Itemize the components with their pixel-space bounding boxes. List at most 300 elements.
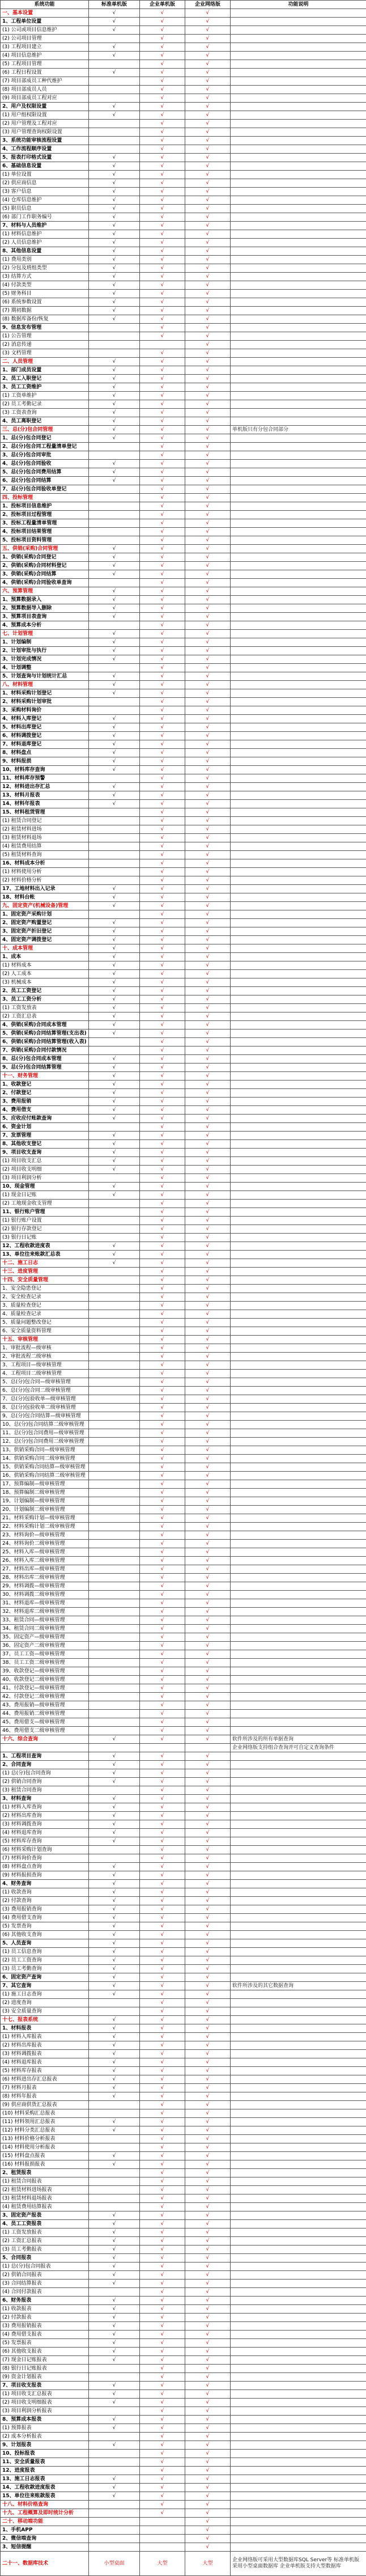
table-row bbox=[1, 298, 366, 307]
standard-support-mark bbox=[89, 1744, 140, 1752]
function-note bbox=[231, 1327, 366, 1336]
function-name: 45、费用借支—级审核管理 bbox=[1, 1718, 89, 1727]
enterprise-single-support-mark: √ bbox=[140, 1336, 185, 1344]
function-name: 十二、施工日志 bbox=[1, 1259, 89, 1268]
function-name: (2) 租赁材料进场报表 bbox=[1, 2186, 89, 2194]
function-note bbox=[231, 1429, 366, 1438]
table-row bbox=[1, 1149, 366, 1157]
enterprise-single-support-mark: √ bbox=[140, 1166, 185, 1174]
table-row bbox=[1, 2450, 366, 2458]
enterprise-network-support-mark: √ bbox=[185, 1752, 231, 1761]
function-note bbox=[231, 1769, 366, 1778]
function-name: 39、收款登记—级审核管理 bbox=[1, 1667, 89, 1676]
standard-support-mark: √ bbox=[89, 613, 140, 621]
function-name: 27、材料出库—级审核管理 bbox=[1, 1565, 89, 1574]
standard-support-mark: √ bbox=[89, 2254, 140, 2263]
function-name: 8、其他信息设置 bbox=[1, 247, 89, 256]
function-name: (3) 租赁材料退场 bbox=[1, 834, 89, 842]
function-note bbox=[231, 1718, 366, 1727]
enterprise-network-support-mark: √ bbox=[185, 477, 231, 485]
function-name: 1、安全隐患登记 bbox=[1, 1285, 89, 1293]
enterprise-single-support-mark: √ bbox=[140, 2373, 185, 2382]
enterprise-network-support-mark: √ bbox=[185, 1956, 231, 1965]
standard-support-mark: √ bbox=[89, 919, 140, 927]
enterprise-single-support-mark: √ bbox=[140, 1582, 185, 1591]
standard-support-mark bbox=[89, 1438, 140, 1446]
enterprise-network-support-mark: √ bbox=[185, 145, 231, 154]
function-name: (3) 客户信息 bbox=[1, 188, 89, 196]
table-row bbox=[1, 1854, 366, 1863]
table-row bbox=[1, 18, 366, 26]
table-row bbox=[1, 2101, 366, 2109]
table-row bbox=[1, 1506, 366, 1514]
table-row bbox=[1, 103, 366, 111]
function-note bbox=[231, 1854, 366, 1863]
enterprise-network-support-mark: √ bbox=[185, 1914, 231, 1922]
enterprise-network-support-mark: √ bbox=[185, 715, 231, 723]
standard-support-mark bbox=[89, 774, 140, 783]
enterprise-single-support-mark: √ bbox=[140, 2024, 185, 2033]
enterprise-network-support-mark: √ bbox=[185, 1259, 231, 1268]
enterprise-network-support-mark: √ bbox=[185, 893, 231, 902]
table-row bbox=[1, 842, 366, 851]
function-note bbox=[231, 664, 366, 672]
function-name: (5) 材料库存查询 bbox=[1, 1837, 89, 1846]
function-note bbox=[231, 995, 366, 1004]
table-row bbox=[1, 1302, 366, 1310]
function-name: 3、预算项目表查询 bbox=[1, 613, 89, 621]
enterprise-network-support-mark: √ bbox=[185, 2101, 231, 2109]
enterprise-network-support-mark: √ bbox=[185, 689, 231, 698]
function-name: 15、单位往来账款报表 bbox=[1, 2492, 89, 2501]
function-name: (3) 用户管理查询权限设置 bbox=[1, 128, 89, 137]
table-row bbox=[1, 2118, 366, 2126]
standard-support-mark: √ bbox=[89, 1931, 140, 1939]
table-row bbox=[1, 2339, 366, 2348]
standard-support-mark: √ bbox=[89, 630, 140, 638]
enterprise-single-support-mark: √ bbox=[140, 519, 185, 528]
function-note bbox=[231, 1344, 366, 1353]
enterprise-network-support-mark: √ bbox=[185, 2186, 231, 2194]
standard-support-mark: √ bbox=[89, 1735, 140, 1744]
enterprise-network-support-mark: √ bbox=[185, 1395, 231, 1404]
enterprise-single-support-mark: √ bbox=[140, 69, 185, 77]
enterprise-network-support-mark: √ bbox=[185, 570, 231, 579]
standard-support-mark bbox=[89, 842, 140, 851]
enterprise-single-support-mark: √ bbox=[140, 1990, 185, 1999]
enterprise-network-support-mark: √ bbox=[185, 783, 231, 791]
col-enterprise-network-header: 企业网络版 bbox=[185, 1, 231, 9]
function-name: (4) 项目信息维护 bbox=[1, 52, 89, 60]
enterprise-single-support-mark: √ bbox=[140, 358, 185, 366]
enterprise-single-support-mark: √ bbox=[140, 1089, 185, 1098]
standard-support-mark: √ bbox=[89, 154, 140, 162]
enterprise-network-support-mark: √ bbox=[185, 392, 231, 400]
standard-support-mark bbox=[89, 1718, 140, 1727]
function-note bbox=[231, 1285, 366, 1293]
table-row bbox=[1, 562, 366, 570]
standard-support-mark bbox=[89, 579, 140, 587]
table-row bbox=[1, 2245, 366, 2254]
table-row bbox=[1, 264, 366, 273]
enterprise-network-support-mark: √ bbox=[185, 1404, 231, 1412]
table-row bbox=[1, 502, 366, 511]
enterprise-single-support-mark: √ bbox=[140, 1412, 185, 1421]
function-name: 40、收款登记二级审核管理 bbox=[1, 1676, 89, 1684]
function-name: 14、材料年报表 bbox=[1, 800, 89, 808]
enterprise-single-support-mark: √ bbox=[140, 511, 185, 519]
function-name: 8、其他收支登记 bbox=[1, 1140, 89, 1149]
enterprise-single-support-mark: √ bbox=[140, 2220, 185, 2228]
standard-support-mark bbox=[89, 1650, 140, 1659]
standard-support-mark bbox=[89, 494, 140, 502]
enterprise-single-support-mark: √ bbox=[140, 2382, 185, 2390]
table-row bbox=[1, 2041, 366, 2050]
function-note bbox=[231, 1446, 366, 1455]
enterprise-single-support-mark: √ bbox=[140, 2407, 185, 2416]
table-row bbox=[1, 1140, 366, 1149]
standard-support-mark: √ bbox=[89, 179, 140, 188]
col-enterprise-single-header: 企业单机版 bbox=[140, 1, 185, 9]
enterprise-network-support-mark: √ bbox=[185, 196, 231, 205]
function-note bbox=[231, 893, 366, 902]
function-note bbox=[231, 230, 366, 239]
standard-support-mark bbox=[89, 2407, 140, 2416]
table-row bbox=[1, 366, 366, 375]
function-name: (2) 供销合同查询 bbox=[1, 1778, 89, 1786]
table-row bbox=[1, 1727, 366, 1735]
enterprise-network-support-mark: √ bbox=[185, 2382, 231, 2390]
standard-support-mark: √ bbox=[89, 2228, 140, 2237]
function-note bbox=[231, 400, 366, 409]
enterprise-single-support-mark: √ bbox=[140, 681, 185, 689]
table-row bbox=[1, 213, 366, 222]
enterprise-network-support-mark: √ bbox=[185, 1803, 231, 1812]
standard-support-mark bbox=[89, 817, 140, 825]
standard-support-mark bbox=[89, 2518, 140, 2526]
enterprise-network-support-mark: √ bbox=[185, 502, 231, 511]
function-name: (5) 发票报表 bbox=[1, 2339, 89, 2348]
function-name: 6、总(分)包合同结算 bbox=[1, 477, 89, 485]
table-row bbox=[1, 817, 366, 825]
enterprise-network-support-mark: √ bbox=[185, 808, 231, 817]
function-note bbox=[231, 1387, 366, 1395]
function-note bbox=[231, 1225, 366, 1234]
function-name: (3) 费用报销报表 bbox=[1, 2322, 89, 2331]
table-row bbox=[1, 868, 366, 876]
function-name: (6) 材料进出存汇总报表 bbox=[1, 2075, 89, 2084]
enterprise-network-support-mark: √ bbox=[185, 1055, 231, 1064]
table-row bbox=[1, 808, 366, 817]
function-name: (8) 数据库备份/恢复 bbox=[1, 315, 89, 324]
standard-support-mark: √ bbox=[89, 2475, 140, 2484]
table-row bbox=[1, 2382, 366, 2390]
enterprise-network-support-mark: √ bbox=[185, 2024, 231, 2033]
function-note bbox=[231, 2501, 366, 2509]
enterprise-single-support-mark: √ bbox=[140, 2348, 185, 2356]
function-name: (2) 成本分析报表 bbox=[1, 2433, 89, 2441]
function-name: 26、材料入库二级审核管理 bbox=[1, 1557, 89, 1565]
standard-support-mark: √ bbox=[89, 749, 140, 757]
enterprise-network-support-mark: √ bbox=[185, 1489, 231, 1497]
standard-support-mark: √ bbox=[89, 1021, 140, 1029]
enterprise-network-support-mark: √ bbox=[185, 375, 231, 383]
table-row bbox=[1, 1803, 366, 1812]
function-name bbox=[1, 1744, 89, 1752]
enterprise-single-support-mark: √ bbox=[140, 1149, 185, 1157]
table-row bbox=[1, 2348, 366, 2356]
function-name: 5、投标项目资料管理 bbox=[1, 536, 89, 545]
function-note bbox=[231, 621, 366, 630]
function-note bbox=[231, 366, 366, 375]
function-note bbox=[231, 2348, 366, 2356]
function-note bbox=[231, 2356, 366, 2365]
function-note bbox=[231, 256, 366, 264]
function-name: 11、材料库存预警 bbox=[1, 774, 89, 783]
function-name: 15、材料租赁管理 bbox=[1, 808, 89, 817]
table-row bbox=[1, 1344, 366, 1353]
function-name: (6) 部门工作职务编号 bbox=[1, 213, 89, 222]
standard-support-mark bbox=[89, 341, 140, 349]
enterprise-single-support-mark: √ bbox=[140, 1217, 185, 1225]
table-row bbox=[1, 1191, 366, 1200]
function-name: (2) 项目收支明细报表 bbox=[1, 2399, 89, 2407]
standard-support-mark: √ bbox=[89, 2058, 140, 2067]
enterprise-network-support-mark: √ bbox=[185, 35, 231, 43]
function-note bbox=[231, 341, 366, 349]
enterprise-network-support-mark: √ bbox=[185, 1846, 231, 1854]
enterprise-network-support-mark: √ bbox=[185, 2543, 231, 2552]
standard-support-mark: √ bbox=[89, 1183, 140, 1191]
enterprise-single-support-mark: √ bbox=[140, 1012, 185, 1021]
enterprise-network-support-mark: √ bbox=[185, 2348, 231, 2356]
function-note bbox=[231, 1106, 366, 1115]
function-name: 4、质量检查记录 bbox=[1, 1310, 89, 1319]
standard-support-mark: √ bbox=[89, 1973, 140, 1982]
function-name: (8) 材料盘点查询 bbox=[1, 1863, 89, 1871]
enterprise-network-support-mark: √ bbox=[185, 111, 231, 120]
function-name: (2) 人工成本 bbox=[1, 970, 89, 978]
enterprise-single-support-mark: √ bbox=[140, 1786, 185, 1795]
function-note bbox=[231, 1599, 366, 1608]
table-row bbox=[1, 2169, 366, 2177]
standard-support-mark: √ bbox=[89, 1880, 140, 1888]
enterprise-network-support-mark: √ bbox=[185, 1098, 231, 1106]
function-note bbox=[231, 1846, 366, 1854]
table-row bbox=[1, 2288, 366, 2297]
table-row bbox=[1, 1582, 366, 1591]
table-row bbox=[1, 1735, 366, 1744]
standard-support-mark bbox=[89, 1234, 140, 1242]
enterprise-network-support-mark: √ bbox=[185, 2254, 231, 2263]
function-note bbox=[231, 298, 366, 307]
enterprise-single-support-mark: √ bbox=[140, 2067, 185, 2075]
enterprise-single-support-mark: √ bbox=[140, 154, 185, 162]
enterprise-network-support-mark: √ bbox=[185, 281, 231, 290]
standard-support-mark: √ bbox=[89, 2484, 140, 2492]
enterprise-single-support-mark: √ bbox=[140, 171, 185, 179]
enterprise-network-support-mark: √ bbox=[185, 2194, 231, 2203]
enterprise-single-support-mark: √ bbox=[140, 1667, 185, 1676]
function-name: 三、总(分)包合同管理 bbox=[1, 426, 89, 434]
function-name: 4、工作流程顺序设置 bbox=[1, 145, 89, 154]
function-name: (2) 用户管理及工程对应 bbox=[1, 120, 89, 128]
function-name: 16、供销采购合同结算二级审核管理 bbox=[1, 1472, 89, 1480]
function-name: 十一、财务管理 bbox=[1, 1072, 89, 1081]
function-note bbox=[231, 732, 366, 740]
table-row bbox=[1, 162, 366, 171]
function-note bbox=[231, 1667, 366, 1676]
table-row bbox=[1, 1455, 366, 1463]
function-note bbox=[231, 1149, 366, 1157]
function-name: (4) 合同付款报表 bbox=[1, 2288, 89, 2297]
standard-support-mark bbox=[89, 1497, 140, 1506]
function-note bbox=[231, 2271, 366, 2280]
function-note bbox=[231, 86, 366, 94]
function-note bbox=[231, 1472, 366, 1480]
enterprise-network-support-mark: √ bbox=[185, 1004, 231, 1012]
table-row bbox=[1, 2194, 366, 2203]
enterprise-network-support-mark: √ bbox=[185, 698, 231, 706]
function-note bbox=[231, 2033, 366, 2041]
enterprise-single-support-mark: √ bbox=[140, 1659, 185, 1667]
standard-support-mark: √ bbox=[89, 298, 140, 307]
table-row bbox=[1, 460, 366, 468]
enterprise-network-support-mark: √ bbox=[185, 2092, 231, 2101]
enterprise-network-support-mark: √ bbox=[185, 553, 231, 562]
table-row bbox=[1, 128, 366, 137]
table-row bbox=[1, 1421, 366, 1429]
enterprise-network-support-mark: √ bbox=[185, 2126, 231, 2135]
enterprise-network-support-mark: √ bbox=[185, 2399, 231, 2407]
function-name: 7、总(分)包验收单—级审核管理 bbox=[1, 1395, 89, 1404]
table-row bbox=[1, 596, 366, 604]
function-name: 五、供销(采购)合同管理 bbox=[1, 545, 89, 553]
standard-support-mark: √ bbox=[89, 1905, 140, 1914]
function-note bbox=[231, 596, 366, 604]
table-row bbox=[1, 1012, 366, 1021]
enterprise-single-support-mark: √ bbox=[140, 1599, 185, 1608]
table-row bbox=[1, 791, 366, 800]
enterprise-network-support-mark: √ bbox=[185, 2390, 231, 2399]
standard-support-mark bbox=[89, 1412, 140, 1421]
standard-support-mark: √ bbox=[89, 647, 140, 655]
enterprise-network-support-mark: √ bbox=[185, 171, 231, 179]
function-note bbox=[231, 1837, 366, 1846]
table-row bbox=[1, 1820, 366, 1829]
table-row bbox=[1, 1489, 366, 1497]
enterprise-single-support-mark: √ bbox=[140, 1310, 185, 1319]
table-row bbox=[1, 2280, 366, 2288]
table-row bbox=[1, 2143, 366, 2152]
enterprise-network-support-mark: √ bbox=[185, 927, 231, 936]
table-row bbox=[1, 1812, 366, 1820]
function-note bbox=[231, 188, 366, 196]
standard-support-mark bbox=[89, 1268, 140, 1276]
function-note bbox=[231, 910, 366, 919]
function-name: (5) 发票查询 bbox=[1, 1922, 89, 1931]
function-name: 7、材料与人员维护 bbox=[1, 222, 89, 230]
table-row bbox=[1, 2228, 366, 2237]
table-row bbox=[1, 2024, 366, 2033]
function-name: 13、供销采购合同—级审核管理 bbox=[1, 1446, 89, 1455]
function-name: (2) 消息传递 bbox=[1, 341, 89, 349]
function-note bbox=[231, 1319, 366, 1327]
function-name: 1、预算数据录入 bbox=[1, 596, 89, 604]
function-name: 1、成本 bbox=[1, 953, 89, 961]
enterprise-network-support-mark: √ bbox=[185, 2373, 231, 2382]
function-note bbox=[231, 1268, 366, 1276]
function-note bbox=[231, 2152, 366, 2160]
function-name: 10、总(分)包合同结算二级审核管理 bbox=[1, 1421, 89, 1429]
standard-support-mark: √ bbox=[89, 1965, 140, 1973]
function-note bbox=[231, 2092, 366, 2101]
function-note bbox=[231, 1956, 366, 1965]
enterprise-network-support-mark: √ bbox=[185, 706, 231, 715]
enterprise-single-support-mark: √ bbox=[140, 1378, 185, 1387]
table-row bbox=[1, 902, 366, 910]
function-name: 11、总(分)包合同费用—级审核管理 bbox=[1, 1429, 89, 1438]
function-name: 18、预算编制二级审核管理 bbox=[1, 1489, 89, 1497]
enterprise-single-support-mark: √ bbox=[140, 1208, 185, 1217]
table-row bbox=[1, 1200, 366, 1208]
enterprise-network-support-mark: √ bbox=[185, 2160, 231, 2169]
enterprise-network-support-mark: √ bbox=[185, 1268, 231, 1276]
table-row bbox=[1, 1106, 366, 1115]
table-row bbox=[1, 2399, 366, 2407]
enterprise-single-support-mark: √ bbox=[140, 2186, 185, 2194]
function-name: 2、计划审批与执行 bbox=[1, 647, 89, 655]
enterprise-single-support-mark: √ bbox=[140, 2041, 185, 2050]
enterprise-single-support-mark: √ bbox=[140, 817, 185, 825]
function-name: (2) 材料出库查询 bbox=[1, 1812, 89, 1820]
function-note bbox=[231, 273, 366, 281]
function-note bbox=[231, 953, 366, 961]
table-row bbox=[1, 723, 366, 732]
function-name: 十三、进度管理 bbox=[1, 1268, 89, 1276]
enterprise-network-support-mark: √ bbox=[185, 1684, 231, 1693]
table-row bbox=[1, 1574, 366, 1582]
enterprise-single-support-mark: √ bbox=[140, 749, 185, 757]
function-name: (1) 收款查询 bbox=[1, 1888, 89, 1897]
standard-support-mark bbox=[89, 1693, 140, 1701]
function-name: 4、工程项目二级审核管理 bbox=[1, 1370, 89, 1378]
standard-support-mark: √ bbox=[89, 2348, 140, 2356]
enterprise-single-support-mark: √ bbox=[140, 417, 185, 426]
function-note bbox=[231, 1089, 366, 1098]
table-body bbox=[1, 9, 366, 2576]
function-name: (1) 工资发放表 bbox=[1, 1004, 89, 1012]
function-name: (1) 租赁合同登记 bbox=[1, 817, 89, 825]
function-name: 12、材料进出存汇总 bbox=[1, 783, 89, 791]
enterprise-network-support-mark: √ bbox=[185, 1497, 231, 1506]
function-note bbox=[231, 1455, 366, 1463]
function-name: 7、供销(采购)合同付款情况 bbox=[1, 1046, 89, 1055]
enterprise-network-support-mark: √ bbox=[185, 2492, 231, 2501]
enterprise-single-support-mark: √ bbox=[140, 2509, 185, 2518]
enterprise-single-support-mark: √ bbox=[140, 1523, 185, 1531]
standard-support-mark: √ bbox=[89, 2322, 140, 2331]
function-note bbox=[231, 825, 366, 834]
function-note bbox=[231, 1650, 366, 1659]
enterprise-single-support-mark: √ bbox=[140, 757, 185, 766]
enterprise-single-support-mark: √ bbox=[140, 2092, 185, 2101]
table-row bbox=[1, 2297, 366, 2305]
enterprise-network-support-mark: √ bbox=[185, 2169, 231, 2177]
table-row bbox=[1, 732, 366, 740]
enterprise-single-support-mark: √ bbox=[140, 562, 185, 570]
function-name: 2、投标项目过程管理 bbox=[1, 511, 89, 519]
